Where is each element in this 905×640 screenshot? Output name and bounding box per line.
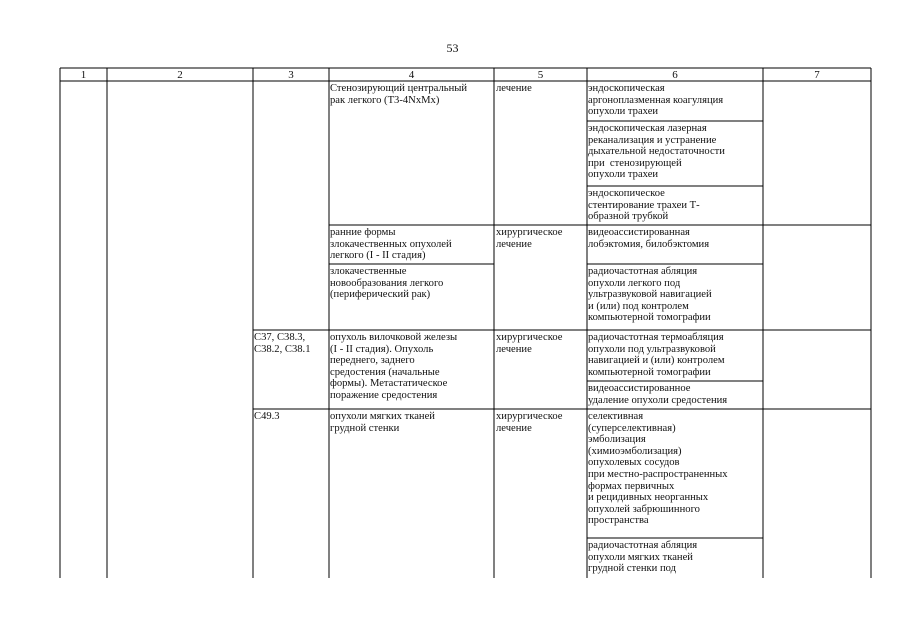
column-header-3: 3 <box>288 69 294 81</box>
method-cell: эндоскопическое стентирование трахеи Т- образной трубкой <box>588 188 700 223</box>
treatment-cell: хирургическое лечение <box>496 411 563 434</box>
method-cell: радиочастотная термоабляция опухоли под ультразвуковой навигацией и (или) контролем компьютерной томографии <box>588 332 725 378</box>
column-header-5: 5 <box>537 69 544 81</box>
diagnosis-cell: ранние формы злокачественных опухолей легкого (I - II стадия) <box>330 227 452 262</box>
diagnosis-cell: опухоль вилочковой железы (I - II стадия). Опухоль переднего, заднего средостения (начальные формы). Метастатическое поражение средостения <box>330 332 458 401</box>
column-header-1: 1 <box>80 69 87 81</box>
column-header-4: 4 <box>408 69 415 81</box>
diagnosis-cell: опухоли мягких тканей грудной стенки <box>330 411 435 434</box>
treatment-cell: хирургическое лечение <box>496 227 563 250</box>
method-cell: радиочастотная абляция опухоли легкого под ультразвуковой навигацией и (или) под контролем компьютерной томографии <box>588 266 712 324</box>
diagnosis-cell: злокачественные новообразования легкого (периферический рак) <box>330 266 444 301</box>
method-cell: видеоассистированная лобэктомия, билобэктомия <box>588 227 710 250</box>
diagnosis-cell: Стенозирующий центральный рак легкого (Т3-4NxMx) <box>330 83 468 106</box>
column-header-6: 6 <box>672 69 678 81</box>
codes-cell: C37, C38.3, C38.2, C38.1 <box>254 332 311 355</box>
column-header-7: 7 <box>814 69 820 81</box>
method-cell: эндоскопическая лазерная реканализация и устранение дыхательной недостаточности при стенозирующей опухоли трахеи <box>588 123 725 181</box>
column-header-2: 2 <box>177 69 183 81</box>
treatment-cell: хирургическое лечение <box>496 332 563 355</box>
method-cell: селективная (суперселективная) эмболизация (химиоэмболизация) опухолевых сосудов при местно-распространенных формах первичных и рецидивных неорганных опухолей забрюшинного пространства <box>588 411 728 527</box>
codes-cell: C49.3 <box>254 411 280 422</box>
page-number: 53 <box>446 41 459 55</box>
method-cell: радиочастотная абляция опухоли мягких тканей грудной стенки под <box>588 540 698 575</box>
method-cell: эндоскопическая аргоноплазменная коагуляция опухоли трахеи <box>588 83 724 118</box>
treatment-cell: лечение <box>496 83 532 94</box>
method-cell: видеоассистированное удаление опухоли средостения <box>588 383 728 406</box>
